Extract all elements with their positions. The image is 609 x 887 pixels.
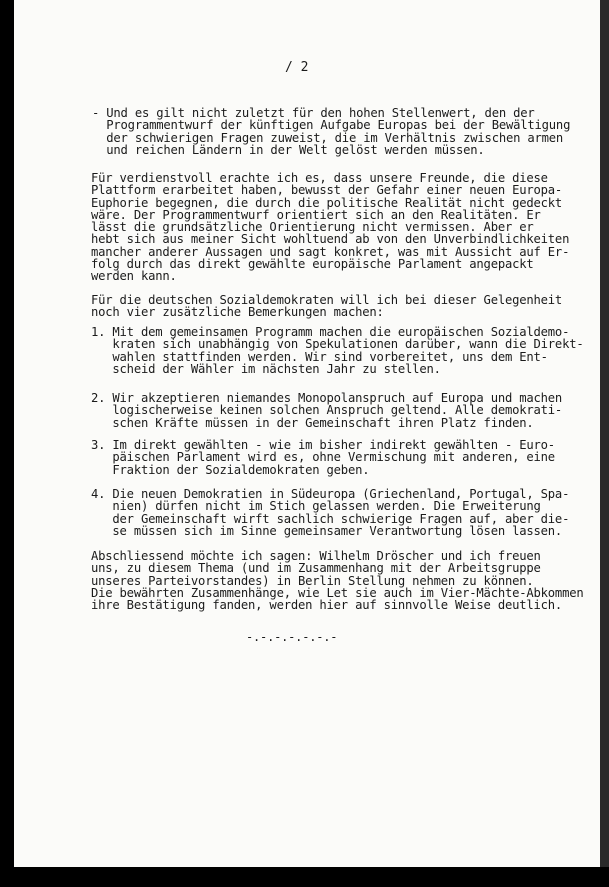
text-line: logischerweise keinen solchen Anspruch geltend. Alle demokrati- [91,403,563,418]
page-number: / 2 [285,60,309,75]
text-line: Programmentwurf der künftigen Aufgabe Europas bei der Bewältigung [92,118,571,133]
text-line: 4. Die neuen Demokratien in Südeuropa (Griechenland, Portugal, Spa- [91,487,570,501]
bullet-paragraph [92,107,570,156]
text-line: Abschliessend möchte ich sagen: Wilhelm Dröscher und ich freuen [91,549,541,563]
separator-line: -.-.-.-.-.-.- [246,630,338,644]
text-line: 3. Im direkt gewählten - wie im bisher indirekt gewählten - Euro- [91,438,555,452]
text-line: mancher anderer Aussagen und sagt konkret, was mit Aussicht auf Er- [91,244,570,259]
text-line: se müssen sich im Sinne gemeinsamer Verantwortung lösen lassen. [91,523,563,538]
list-item-4 [91,488,569,537]
paragraph-deutsche-sozialdemokraten [91,294,562,319]
paragraph-verdienstvoll [91,172,569,283]
text-line: unseres Parteivorstandes) in Berlin Stellung nehmen zu können. [91,573,534,588]
text-line: uns, zu diesem Thema (und im Zusammenhang mit der Arbeitsgruppe [91,561,541,576]
text-line: kraten sich unabhängig von Spekulationen darüber, wann die Direkt- [91,337,584,352]
text-line: nien) dürfen nicht im Stich gelassen werden. Die Erweiterung [91,499,541,514]
text-line: - Und es gilt nicht zuletzt für den hohen Stellenwert, den der [92,106,535,120]
text-line: folg durch das direkt gewählte europäische Parlament angepackt [91,257,534,272]
text-line: hebt sich aus meiner Sicht wohltuend ab von den Unverbindlichkeiten [91,232,570,247]
text-line: schen Kräfte müssen in der Gemeinschaft ihren Platz finden. [91,415,534,430]
text-line: Die bewährten Zusammenhänge, wie Let sie auch im Vier-Mächte-Abkommen [91,585,584,600]
text-line: Euphorie begegnen, die durch die politische Realität nicht gedeckt [91,195,563,210]
text-line: und reichen Ländern in der Welt gelöst werden müssen. [92,142,485,157]
text-line: noch vier zusätzliche Bemerkungen machen: [91,305,384,320]
text-line: wahlen stattfinden werden. Wir sind vorbereitet, uns dem Ent- [91,349,548,364]
text-line: Für verdienstvoll erachte ich es, dass unsere Freunde, die diese [91,171,548,185]
scan-edge-bottom [0,867,609,887]
text-line: werden kann. [91,269,177,284]
text-line: 2. Wir akzeptieren niemandes Monopolanspruch auf Europa und machen [91,391,563,405]
list-item-3 [91,439,555,476]
scan-edge-right [600,0,609,887]
text-line: ihre Bestätigung fanden, werden hier auf sinnvolle Weise deutlich. [91,598,563,613]
text-line: Für die deutschen Sozialdemokraten will ich bei dieser Gelegenheit [91,293,563,307]
text-line: 1. Mit dem gemeinsamen Programm machen die europäischen Sozialdemo- [91,325,570,339]
text-line: der Gemeinschaft wirft sachlich schwierige Fragen auf, aber die- [91,511,570,526]
text-line: der schwierigen Fragen zuweist, die im Verhältnis zwischen armen [92,130,564,145]
list-item-2 [91,392,562,429]
text-line: Plattform erarbeitet haben, bewusst der Gefahr einer neuen Europa- [91,183,563,198]
text-line: Fraktion der Sozialdemokraten geben. [91,462,370,477]
paragraph-abschliessend [91,550,584,611]
text-line: wäre. Der Programmentwurf orientiert sich an den Realitäten. Er [91,207,541,222]
text-line: lässt die grundsätzliche Orientierung nicht vermissen. Aber er [91,220,534,235]
text-line: päischen Parlament wird es, ohne Vermischung mit anderen, eine [91,450,555,465]
list-item-1 [91,326,584,375]
text-line: scheid der Wähler im nächsten Jahr zu stellen. [91,361,441,376]
